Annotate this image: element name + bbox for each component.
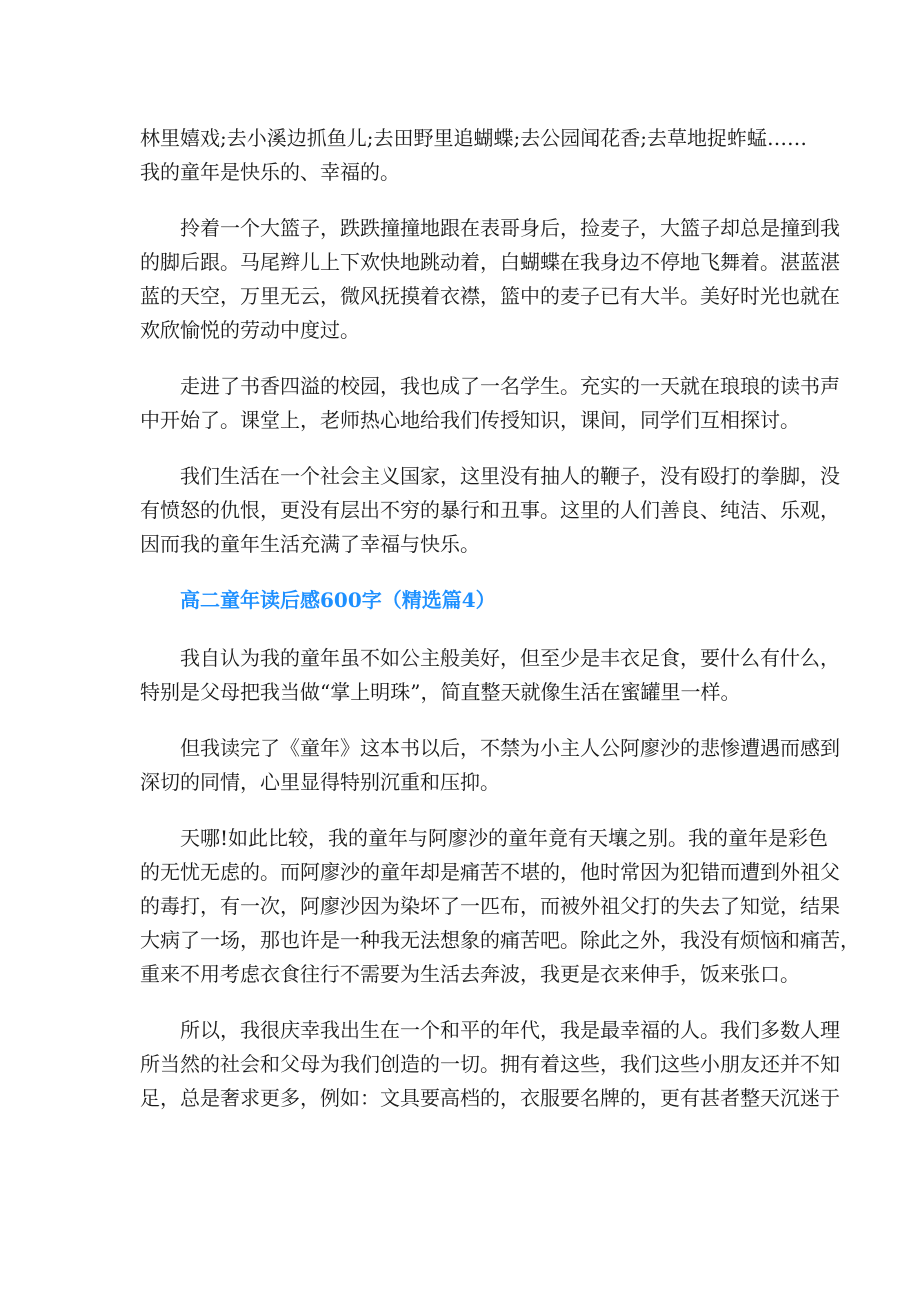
text-line: 深切的同情，心里显得特别沉重和压抑。: [140, 770, 500, 794]
text-line: 有愤怒的仇恨，更没有层出不穷的暴行和丑事。这里的人们善良、纯洁、乐观，: [140, 498, 840, 522]
text-line: 但我读完了《童年》这本书以后，不禁为小主人公阿廖沙的悲惨遭遇而感到: [180, 736, 840, 760]
paragraph: [140, 731, 840, 799]
paragraph: [140, 369, 840, 437]
text-line: 走进了书香四溢的校园，我也成了一名学生。充实的一天就在琅琅的读书声: [180, 374, 840, 398]
text-line: 蓝的天空，万里无云，微风抚摸着衣襟，篮中的麦子已有大半。美好时光也就在: [140, 284, 840, 308]
text-line: 我们生活在一个社会主义国家，这里没有抽人的鞭子，没有殴打的拳脚，没: [180, 464, 840, 488]
text-line: 的脚后跟。马尾辫儿上下欢快地跳动着，白蝴蝶在我身边不停地飞舞着。湛蓝湛: [140, 250, 840, 274]
text-line: 我自认为我的童年虽不如公主般美好，但至少是丰衣足食，要什么有什么，: [180, 646, 840, 670]
paragraphs-before-heading: [140, 121, 840, 561]
text-line: 大病了一场，那也许是一种我无法想象的痛苦吧。除此之外，我没有烦恼和痛苦，: [140, 928, 860, 952]
paragraph: [140, 821, 860, 991]
text-line: 所以，我很庆幸我出生在一个和平的年代，我是最幸福的人。我们多数人理: [180, 1018, 840, 1042]
paragraphs-after-heading: [140, 641, 860, 1115]
text-line: 因而我的童年生活充满了幸福与快乐。: [140, 532, 480, 556]
text-line: 足，总是奢求更多，例如：文具要高档的，衣服要名牌的，更有甚者整天沉迷于: [140, 1086, 840, 1110]
text-line: 重来不用考虑衣食往行不需要为生活去奔波，我更是衣来伸手，饭来张口。: [140, 962, 800, 986]
text-line: 所当然的社会和父母为我们创造的一切。拥有着这些，我们这些小朋友还并不知: [140, 1052, 840, 1076]
section-heading: 高二童年读后感600字（精选篇4）: [180, 588, 496, 612]
text-line: 拎着一个大篮子，跌跌撞撞地跟在表哥身后，捡麦子，大篮子却总是撞到我: [180, 216, 840, 240]
text-line: 我的童年是快乐的、幸福的。: [140, 160, 400, 184]
paragraph: [140, 459, 840, 561]
text-line: 的无忧无虑的。而阿廖沙的童年却是痛苦不堪的，他时常因为犯错而遭到外祖父: [140, 860, 840, 884]
paragraph: [140, 1013, 840, 1115]
document-page: [140, 121, 860, 1137]
text-line: 林里嬉戏;去小溪边抓鱼儿;去田野里追蝴蝶;去公园闻花香;去草地捉蚱蜢……: [140, 126, 807, 150]
text-line: 天哪!如此比较，我的童年与阿廖沙的童年竟有天壤之别。我的童年是彩色: [180, 826, 829, 850]
paragraph: [140, 121, 807, 189]
text-line: 欢欣愉悦的劳动中度过。: [140, 318, 360, 342]
text-line: 特别是父母把我当做“掌上明珠”，简直整天就像生活在蜜罐里一样。: [140, 680, 741, 704]
paragraph: [140, 641, 840, 709]
text-line: 中开始了。课堂上，老师热心地给我们传授知识，课间，同学们互相探讨。: [140, 408, 800, 432]
text-line: 的毒打，有一次，阿廖沙因为染坏了一匹布，而被外祖父打的失去了知觉，结果: [140, 894, 840, 918]
paragraph: [140, 211, 840, 347]
